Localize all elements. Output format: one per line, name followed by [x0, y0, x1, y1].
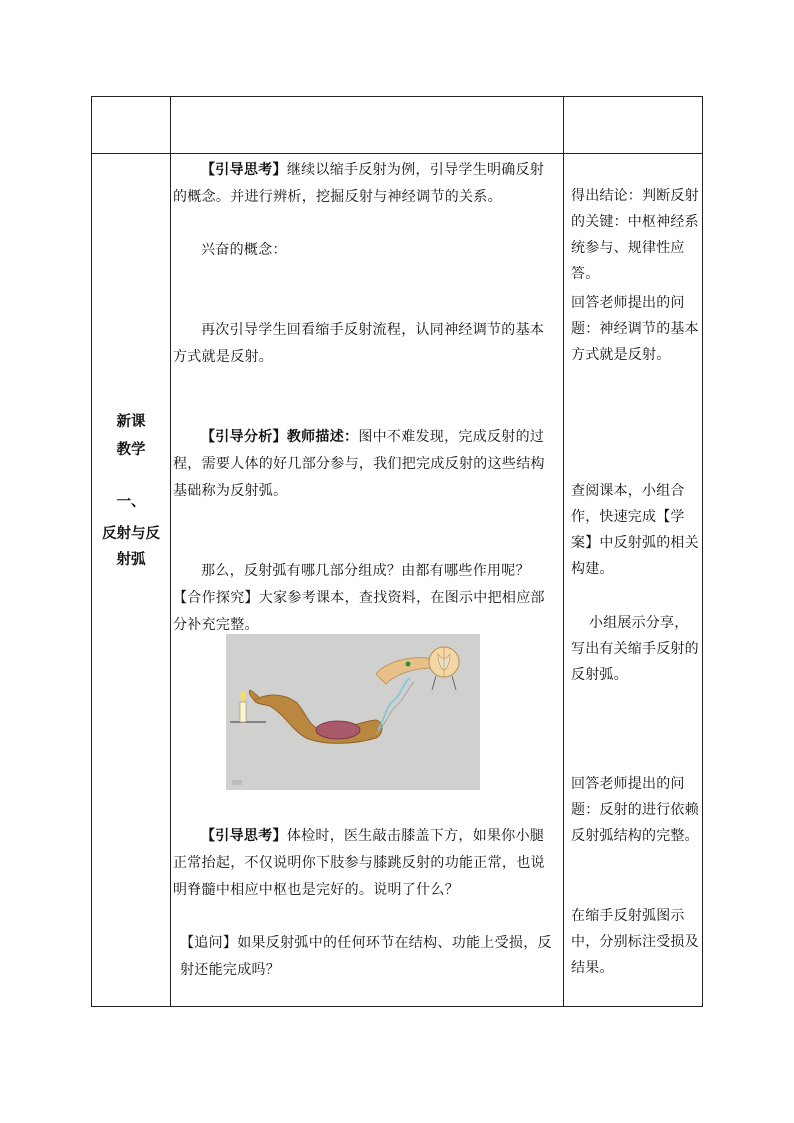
table-bottom-border	[91, 1006, 703, 1007]
guide-tag: 【引导思考】	[201, 162, 287, 178]
paragraph-excitation-concept	[173, 237, 557, 264]
table-right-border	[702, 96, 703, 1007]
nerve-bundle	[376, 658, 432, 684]
student-activity-answer-2: 回答老师提出的问题：反射的进行依赖反射弧结构的完整。	[571, 776, 699, 844]
paragraph-text: 【追问】如果反射弧中的任何环节在结构、功能上受损，反射还能完成吗？	[180, 935, 552, 978]
guide-tag: 【引导分析】	[201, 429, 287, 445]
student-activity-conclusion: 得出结论：判断反射的关键：中枢神经系统参与、规律性应答。	[571, 188, 699, 282]
student-activity-answer-1: 回答老师提出的问题：神经调节的基本方式就是反射。	[571, 295, 699, 363]
section-label	[92, 409, 170, 573]
paragraph-text: 继续以缩手反射为例，引导学生明确反射的概念。并进行辨析，挖掘反射与神经调节的关系。	[173, 162, 545, 205]
candle-flame	[241, 691, 246, 701]
section-label-line: 新课	[116, 414, 146, 430]
paragraph-text: 图中不难发现，完成反射的过程，需要人体的好几部分参与，我们把完成反射的这些结构基础称为反射弧。	[173, 429, 545, 499]
paragraph-review-flow	[173, 317, 557, 371]
table-top-border	[91, 96, 703, 97]
guide-tag: 【引导思考】	[201, 828, 287, 844]
paragraph-guided-thinking-2	[173, 823, 557, 904]
finger	[249, 690, 260, 700]
student-activity-share: 小组展示分享，写出有关缩手反射的反射弧。	[571, 615, 699, 683]
paragraph-text: 再次引导学生回看缩手反射流程，认同神经调节的基本方式就是反射。	[173, 322, 545, 365]
paragraph-text: 兴奋的概念：	[201, 242, 287, 258]
paragraph-cooperative-inquiry	[173, 558, 557, 639]
paragraph-text: 体检时，医生敲击膝盖下方，如果你小腿正常抬起，不仅说明你下肢参与膝跳反射的功能正常，也说明脊髓中相应中枢也是完好的。说明了什么？	[173, 828, 545, 898]
candle	[240, 702, 246, 722]
section-label-line: 教学	[116, 442, 146, 458]
section-label-line: 反射与反	[102, 526, 160, 542]
paragraph-guided-analysis	[173, 424, 557, 505]
arm-shape	[254, 695, 382, 743]
ganglion-dot	[406, 662, 411, 667]
student-activity-cooperation: 查阅课本，小组合作，快速完成【学案】中反射弧的相关构建。	[571, 483, 699, 577]
muscle-effector	[316, 721, 360, 739]
teacher-description-label: 教师描述：	[286, 429, 359, 445]
paragraph-follow-up-question	[180, 930, 558, 984]
table-col-divider-2	[563, 96, 564, 1007]
table-row-divider	[91, 153, 703, 154]
reflex-arc-figure	[226, 634, 480, 790]
section-label-line: 一、	[116, 494, 146, 510]
paragraph-guided-thinking-1	[173, 157, 557, 211]
nerve-fiber	[378, 678, 410, 730]
section-label-line: 射弧	[116, 552, 146, 568]
table-col-divider-1	[170, 96, 171, 1007]
figure-watermark	[232, 780, 242, 785]
paragraph-text: 那么，反射弧有哪几部分组成？由都有哪些作用呢？【合作探究】大家参考课本，查找资料，在图示中把相应部分补充完整。	[173, 563, 545, 633]
student-activity-annotate: 在缩手反射弧图示中，分别标注受损及结果。	[571, 908, 699, 976]
reflex-arc-illustration	[226, 634, 480, 790]
spinal-root-lines	[432, 676, 456, 690]
